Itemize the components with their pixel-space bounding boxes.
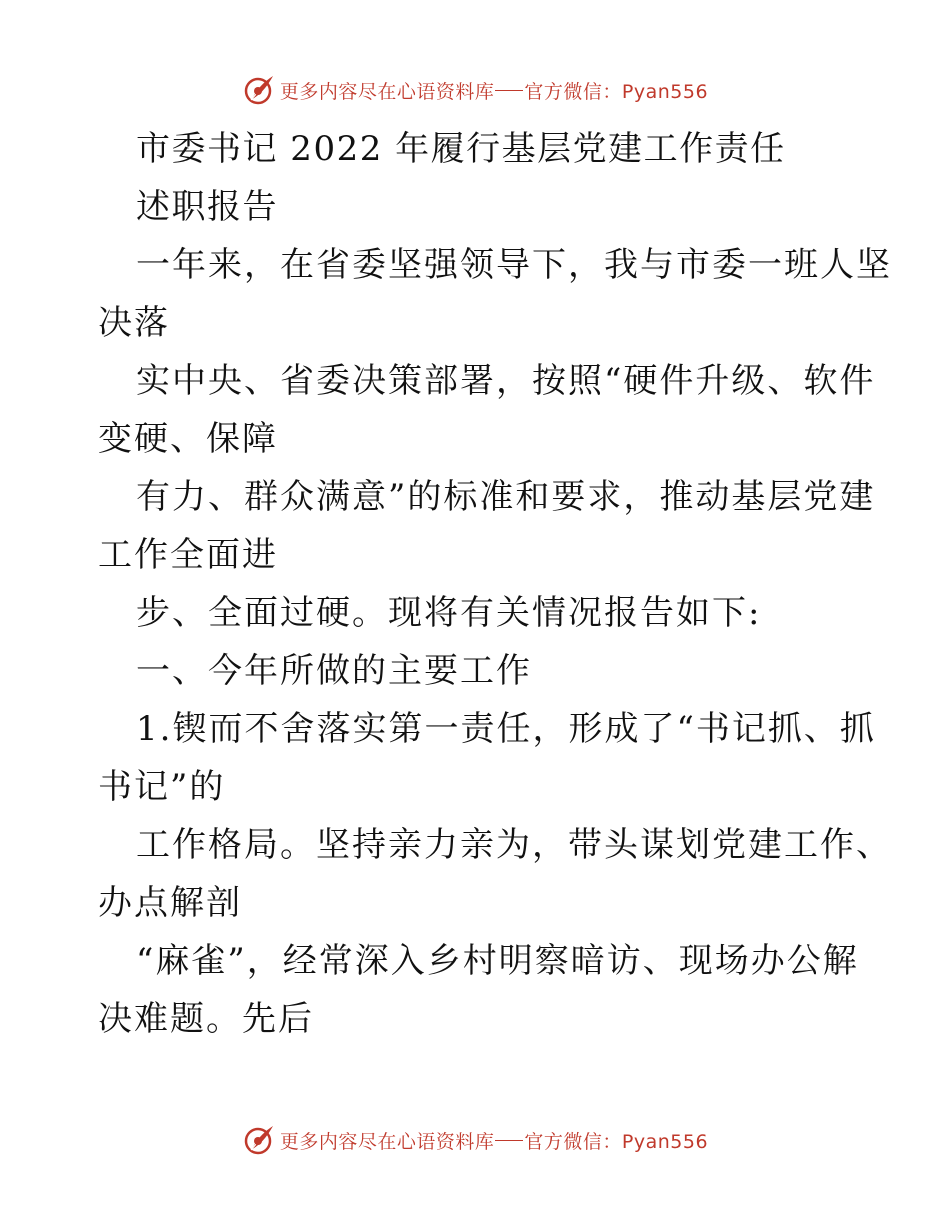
paragraph-line: 工作格局。坚持亲力亲为，带头谋划党建工作、 [136, 825, 892, 865]
paragraph-line: 1.锲而不舍落实第一责任，形成了“书记抓、抓 [136, 709, 876, 749]
banner-separator [495, 1140, 523, 1141]
paragraph-line: 步、全面过硬。现将有关情况报告如下: [136, 593, 762, 633]
document-body [98, 120, 892, 1048]
quill-logo-icon [242, 1123, 276, 1157]
footer-watermark-banner [0, 1120, 950, 1160]
paragraph-line: 决落 [98, 303, 170, 343]
paragraph-line: 变硬、保障 [98, 419, 278, 459]
banner-separator [495, 90, 523, 91]
paragraph-line: 办点解剖 [98, 883, 242, 923]
doc-title-line-2: 述职报告 [136, 187, 278, 227]
paragraph-line: 有力、群众满意”的标准和要求，推动基层党建 [136, 477, 876, 517]
banner-right-text: 官方微信：Pyan556 [524, 1130, 709, 1153]
paragraph-line: “麻雀”，经常深入乡村明察暗访、现场办公解 [136, 941, 859, 981]
header-watermark-banner [0, 70, 950, 110]
section-heading: 一、今年所做的主要工作 [136, 651, 532, 691]
quill-logo-icon [242, 73, 276, 107]
paragraph-line: 书记”的 [98, 767, 226, 807]
banner-left-text: 更多内容尽在心语资料库 [279, 80, 495, 103]
doc-title-line-1: 市委书记 2022 年履行基层党建工作责任 [136, 129, 786, 169]
paragraph-line: 一年来，在省委坚强领导下，我与市委一班人坚 [136, 245, 892, 285]
banner-right-text: 官方微信：Pyan556 [524, 80, 709, 103]
paragraph-line: 决难题。先后 [98, 999, 314, 1039]
paragraph-line: 实中央、省委决策部署，按照“硬件升级、软件 [136, 361, 876, 401]
banner-left-text: 更多内容尽在心语资料库 [279, 1130, 495, 1153]
paragraph-line: 工作全面进 [98, 535, 278, 575]
